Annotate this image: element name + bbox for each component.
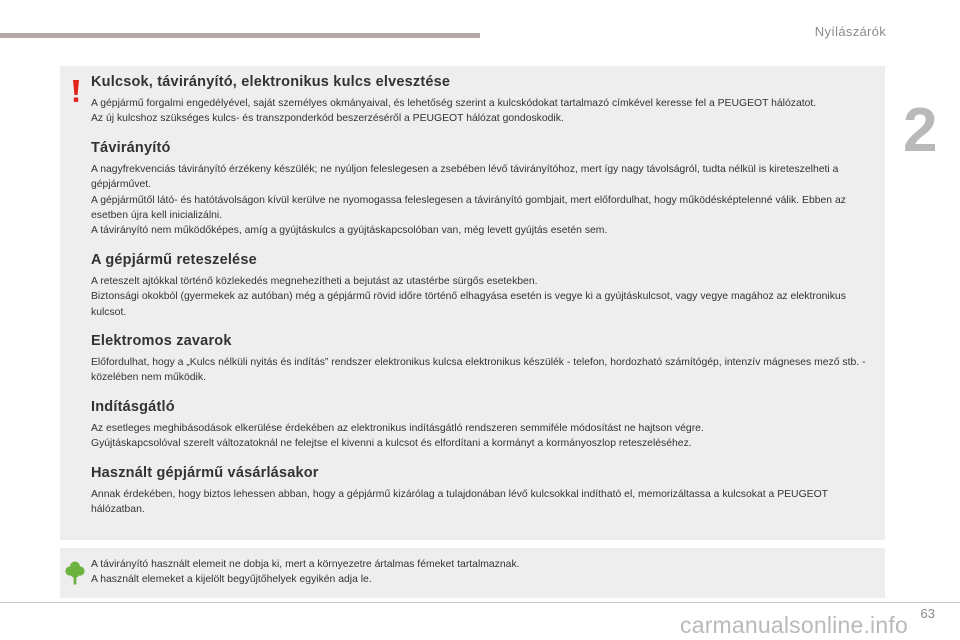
environment-note-box: [60, 548, 885, 598]
text-line: A reteszelt ajtókkal történő közlekedés megnehezítheti a bejutást az utastérbe sürgős esetekben.: [91, 275, 538, 287]
text-line: A gépjárműtől látó- és hatótávolságon kívül kerülve ne nyomogassa feleslegesen a távirányító gombjait, mert előfordulhat, hogy működésképtelenné válik. Ebben az esetben újra kell inicializálni.: [91, 194, 846, 222]
chapter-number: 2: [903, 96, 938, 165]
info-box-content: [91, 73, 876, 518]
paragraph: [91, 421, 876, 452]
text-line: Az új kulcshoz szükséges kulcs- és transzponderkód beszerzéséről a PEUGEOT hálózat gondoskodik.: [91, 113, 564, 125]
heading-vehicle-locking: A gépjármű reteszelése: [91, 251, 257, 268]
watermark-text: carmanualsonline.info: [680, 612, 908, 638]
text-line: Az esetleges meghibásodások elkerülése érdekében az elektronikus indításgátló rendszeren semmiféle módosítást ne hajtson végre.: [91, 422, 704, 434]
paragraph: [91, 96, 876, 127]
text-line: Gyújtáskapcsolóval szerelt változatoknál ne felejtse el kivenni a kulcsot és elfordítani a kormányt a kormányoszlop reteszeléséhez.: [91, 438, 692, 450]
exclamation-warning-icon: [66, 78, 86, 104]
heading-remote-control: Távirányító: [91, 139, 171, 156]
text-line: Biztonsági okokból (gyermekek az autóban) még a gépjármű rövid időre történő elhagyása esetén is vegye ki a gyújtáskulcsot, vagy vegye magához az elektronikus kulcsot.: [91, 291, 846, 318]
environment-note-text: [91, 557, 871, 588]
text-line: A távirányító nem működőképes, amíg a gyújtáskulcs a gyújtáskapcsolóban van, még levett gyújtás esetén sem.: [91, 225, 608, 237]
footer-divider: [0, 602, 960, 603]
page-number: 63: [920, 606, 935, 621]
warning-info-box: [60, 66, 885, 540]
heading-immobiliser: Indításgátló: [91, 398, 175, 415]
paragraph: [91, 355, 876, 386]
paragraph: [91, 162, 876, 239]
text-line: A nagyfrekvenciás távirányító érzékeny készülék; ne nyúljon feleslegesen a zsebében lévő távirányítóhoz, mert így nagy távolságról, tudta nélkül is kireteszelheti a gépjárművet.: [91, 163, 839, 191]
section-title: Nyílászárók: [814, 24, 886, 39]
text-line: A használt elemeket a kijelölt begyűjtőhelyek egyikén adja le.: [91, 574, 372, 586]
paragraph: [91, 487, 876, 518]
tree-eco-icon: [65, 560, 85, 586]
heading-used-vehicle: Használt gépjármű vásárlásakor: [91, 464, 319, 481]
text-line: Előfordulhat, hogy a „Kulcs nélküli nyitás és indítás” rendszer elektronikus kulcsa elektronikus készülék - telefon, hordozható számítógép, intenzív mágneses mező stb. - közelében nem működik.: [91, 357, 866, 384]
text-line: A gépjármű forgalmi engedélyével, saját személyes okmányaival, és lehetőség szerint a kulcskódokat tartalmazó címkével keresse fel a PEUGEOT hálózatot.: [91, 98, 817, 109]
paragraph: [91, 274, 876, 320]
heading-lost-keys: Kulcsok, távirányító, elektronikus kulcs elvesztése: [91, 74, 451, 90]
text-line: A távirányító használt elemeit ne dobja ki, mert a környezetre ártalmas fémeket tartalmaznak.: [91, 559, 520, 570]
heading-electrical-interference: Elektromos zavarok: [91, 333, 232, 350]
header-bar: [0, 33, 480, 38]
text-line: Annak érdekében, hogy biztos lehessen abban, hogy a gépjármű kizárólag a tulajdonában lévő kulcsokkal indítható el, memorizáltassa a kulcsokat a PEUGEOT hálózatban.: [91, 488, 828, 516]
